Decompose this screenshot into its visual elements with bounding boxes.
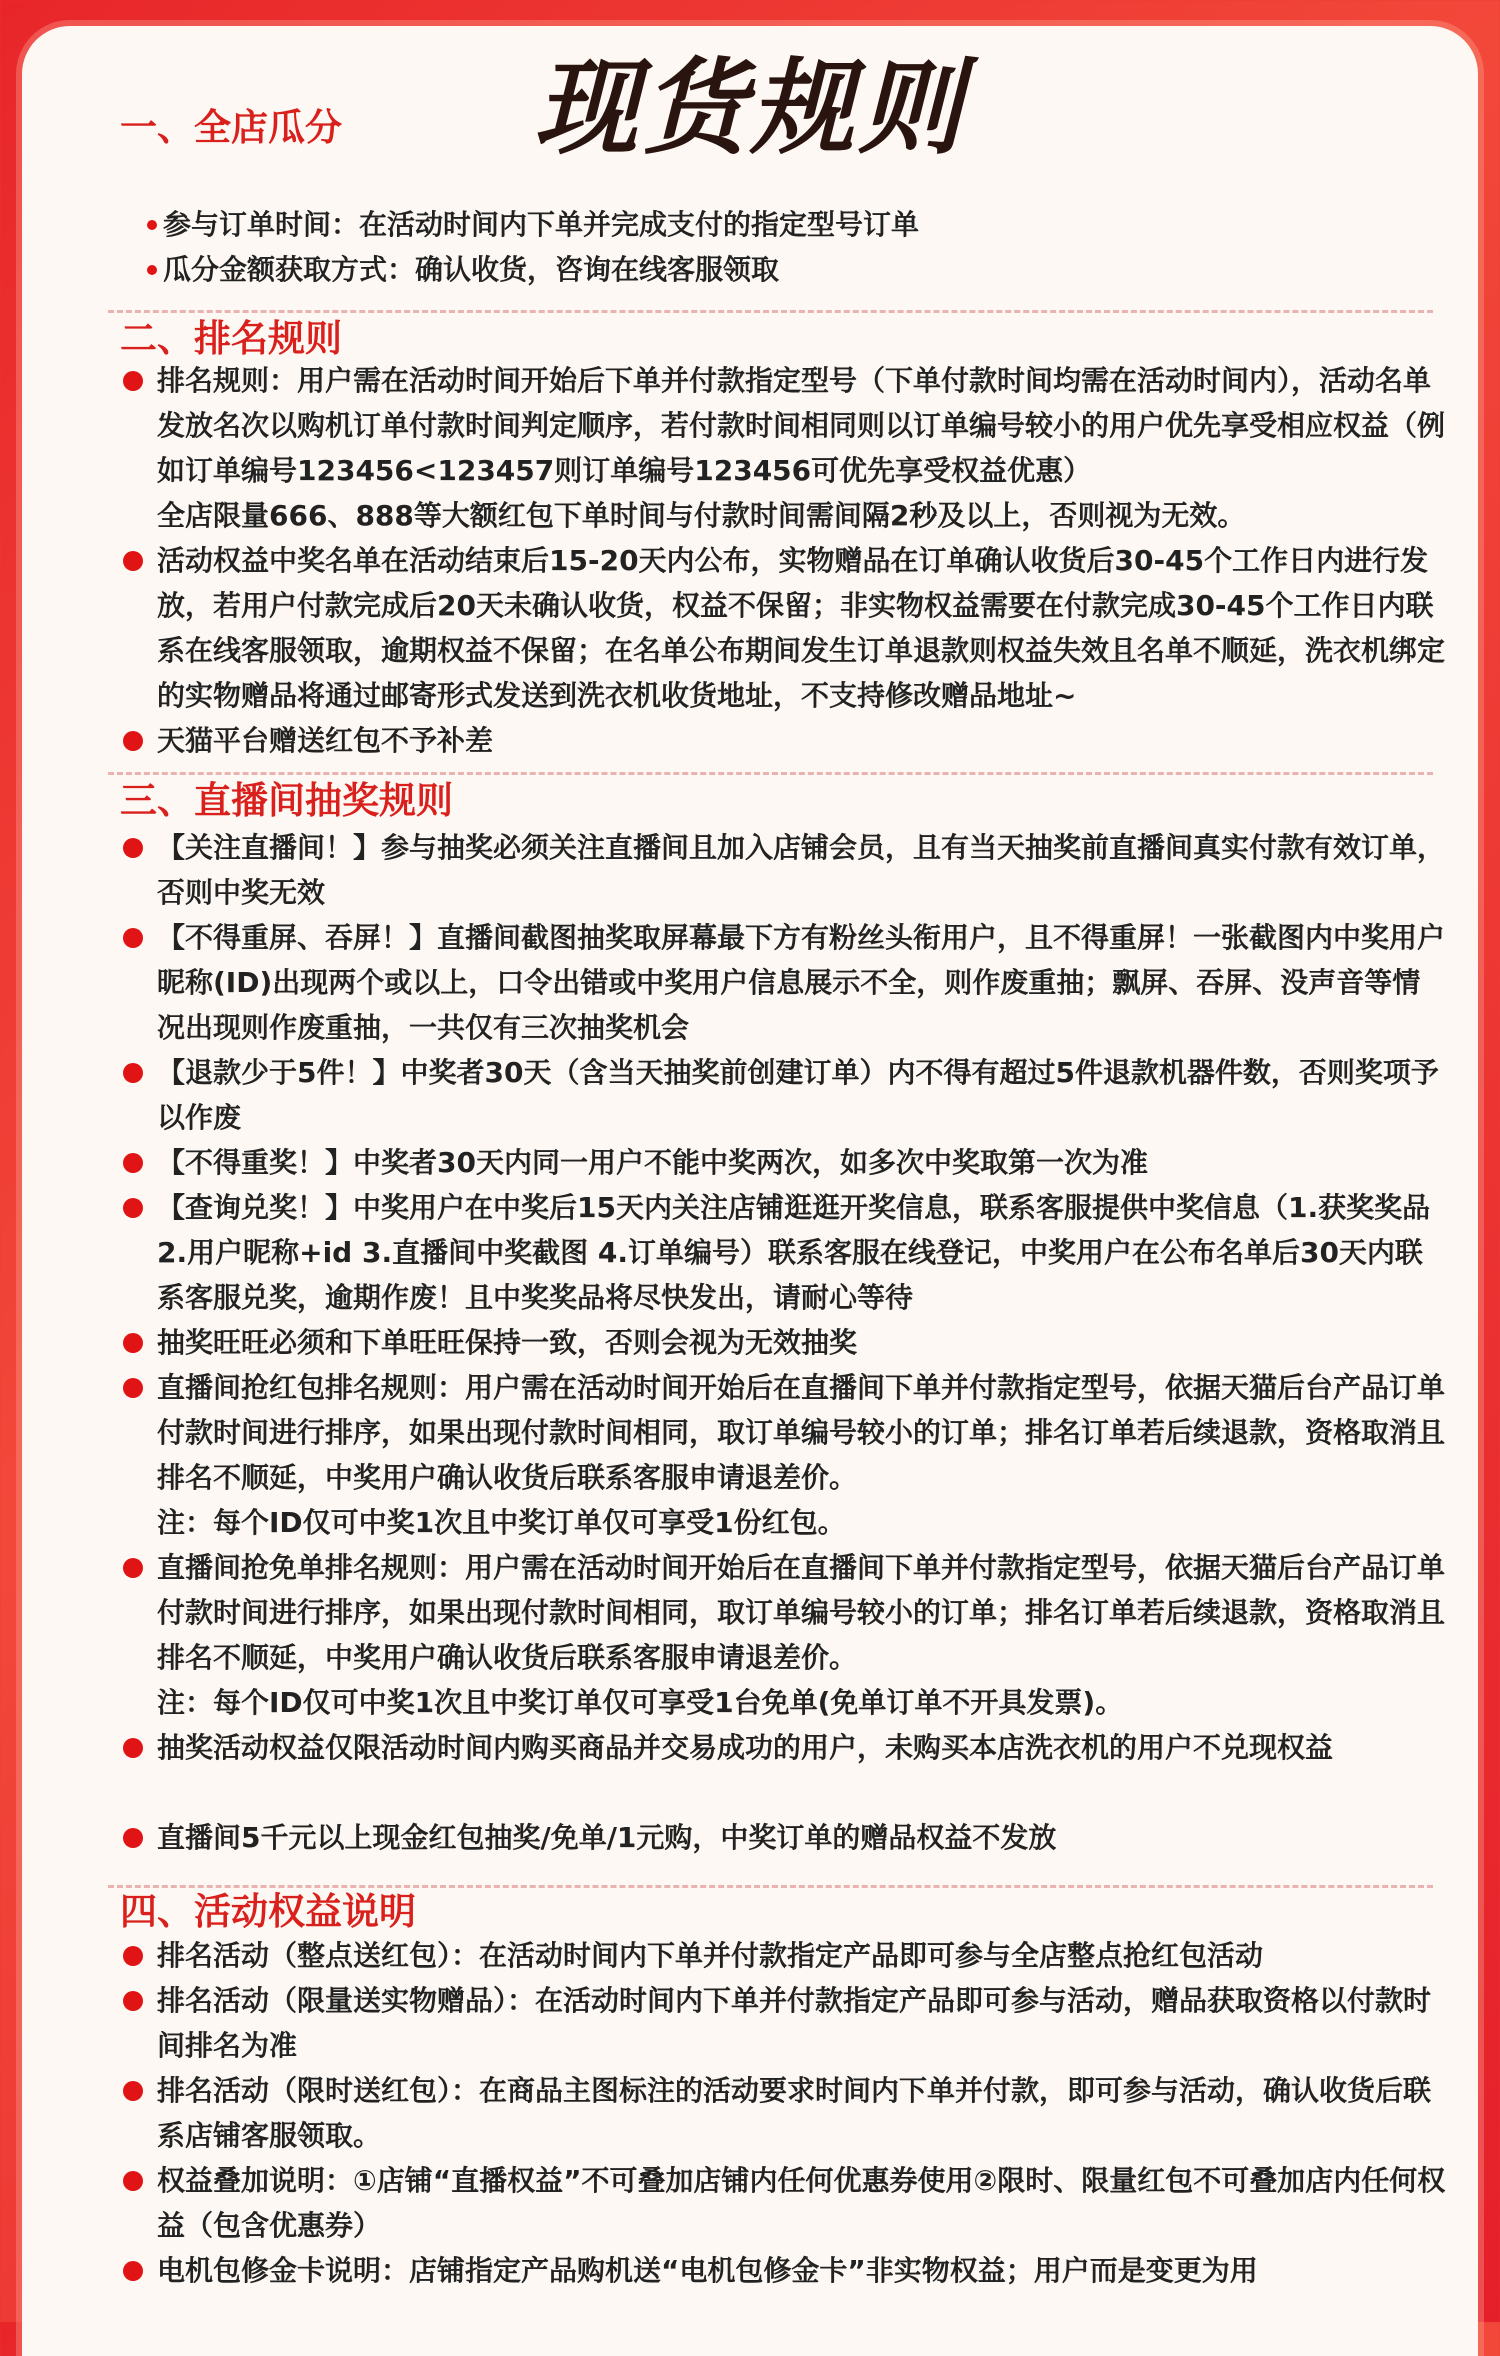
rule-item: 瓜分金额获取方式：确认收货，咨询在线客服领取 [163, 247, 1453, 292]
rule-item: 直播间抢免单排名规则：用户需在活动时间开始后在直播间下单并付款指定型号，依据天猫后台产品订单付款时间进行排序，如果出现付款时间相同，取订单编号较小的订单；排名订单若后续退款，资格取消且排名不顺延，中奖用户确认收货后联系客服申请退差价。 [157, 1545, 1447, 1680]
section-heading: 二、排名规则 [120, 317, 342, 360]
rule-item: 【不得重屏、吞屏！】直播间截图抽奖取屏幕最下方有粉丝头衔用户，且不得重屏！一张截图内中奖用户昵称(ID)出现两个或以上，口令出错或中奖用户信息展示不全，则作废重抽；飘屏、吞屏、没声音等情况出现则作废重抽，一共仅有三次抽奖机会 [157, 915, 1447, 1050]
rule-item: 天猫平台赠送红包不予补差 [157, 718, 1447, 763]
section-divider [108, 772, 1433, 775]
rule-item: 【不得重奖！】中奖者30天内同一用户不能中奖两次，如多次中奖取第一次为准 [157, 1140, 1447, 1185]
rule-item: 直播间抢红包排名规则：用户需在活动时间开始后在直播间下单并付款指定型号，依据天猫后台产品订单付款时间进行排序，如果出现付款时间相同，取订单编号较小的订单；排名订单若后续退款，资格取消且排名不顺延，中奖用户确认收货后联系客服申请退差价。 [157, 1365, 1447, 1500]
rule-item: 排名活动（限时送红包）：在商品主图标注的活动要求时间内下单并付款，即可参与活动，确认收货后联系店铺客服领取。 [157, 2068, 1447, 2158]
rule-item: 参与订单时间：在活动时间内下单并完成支付的指定型号订单 [163, 202, 1453, 247]
rule-item: 电机包修金卡说明：店铺指定产品购机送“电机包修金卡”非实物权益；用户而是变更为用 [157, 2248, 1447, 2293]
rule-item: 排名规则：用户需在活动时间开始后下单并付款指定型号（下单付款时间均需在活动时间内），活动名单发放名次以购机订单付款时间判定顺序，若付款时间相同则以订单编号较小的用户优先享受相应权益（例如订单编号123456<123457则订单编号123456可优先享受权益优惠） [157, 358, 1447, 493]
rule-item: 【查询兑奖！】中奖用户在中奖后15天内关注店铺逛逛开奖信息，联系客服提供中奖信息（1.获奖奖品 2.用户昵称+id 3.直播间中奖截图 4.订单编号）联系客服在线登记，中奖用户在公布名单后30天内联系客服兑奖，逾期作废！且中奖奖品将尽快发出，请耐心等待 [157, 1185, 1447, 1320]
rule-item: 活动权益中奖名单在活动结束后15-20天内公布，实物赠品在订单确认收货后30-45个工作日内进行发放，若用户付款完成后20天未确认收货，权益不保留；非实物权益需要在付款完成30-45个工作日内联系在线客服领取，逾期权益不保留；在名单公布期间发生订单退款则权益失效且名单不顺延，洗衣机绑定的实物赠品将通过邮寄形式发送到洗衣机收货地址，不支持修改赠品地址~ [157, 538, 1447, 718]
rule-item: 全店限量666、888等大额红包下单时间与付款时间需间隔2秒及以上，否则视为无效。 [157, 499, 1246, 532]
section-divider [108, 310, 1433, 313]
rule-item: 抽奖活动权益仅限活动时间内购买商品并交易成功的用户，未购买本店洗衣机的用户不兑现权益 [157, 1725, 1447, 1770]
rule-note: 注：每个ID仅可中奖1次且中奖订单仅可享受1份红包。 [157, 1506, 846, 1539]
rule-item: 权益叠加说明：①店铺“直播权益”不可叠加店铺内任何优惠券使用②限时、限量红包不可叠加店内任何权益（包含优惠券） [157, 2158, 1447, 2248]
rule-item: 【关注直播间！】参与抽奖必须关注直播间且加入店铺会员，且有当天抽奖前直播间真实付款有效订单，否则中奖无效 [157, 825, 1447, 915]
rule-item: 抽奖旺旺必须和下单旺旺保持一致，否则会视为无效抽奖 [157, 1320, 1447, 1365]
section-heading: 四、活动权益说明 [120, 1890, 416, 1933]
rule-item: 【退款少于5件！】中奖者30天（含当天抽奖前创建订单）内不得有超过5件退款机器件数，否则奖项予以作废 [157, 1050, 1447, 1140]
page-title: 现货规则 [533, 47, 966, 169]
rule-item: 排名活动（整点送红包）：在活动时间内下单并付款指定产品即可参与全店整点抢红包活动 [157, 1933, 1447, 1978]
section-heading: 三、直播间抽奖规则 [120, 779, 453, 822]
section-heading: 一、全店瓜分 [120, 106, 342, 149]
rule-note: 注：每个ID仅可中奖1次且中奖订单仅可享受1台免单(免单订单不开具发票)。 [157, 1686, 1124, 1719]
rule-item: 直播间5千元以上现金红包抽奖/免单/1元购，中奖订单的赠品权益不发放 [157, 1815, 1447, 1860]
rule-item: 排名活动（限量送实物赠品）：在活动时间内下单并付款指定产品即可参与活动，赠品获取资格以付款时间排名为准 [157, 1978, 1447, 2068]
